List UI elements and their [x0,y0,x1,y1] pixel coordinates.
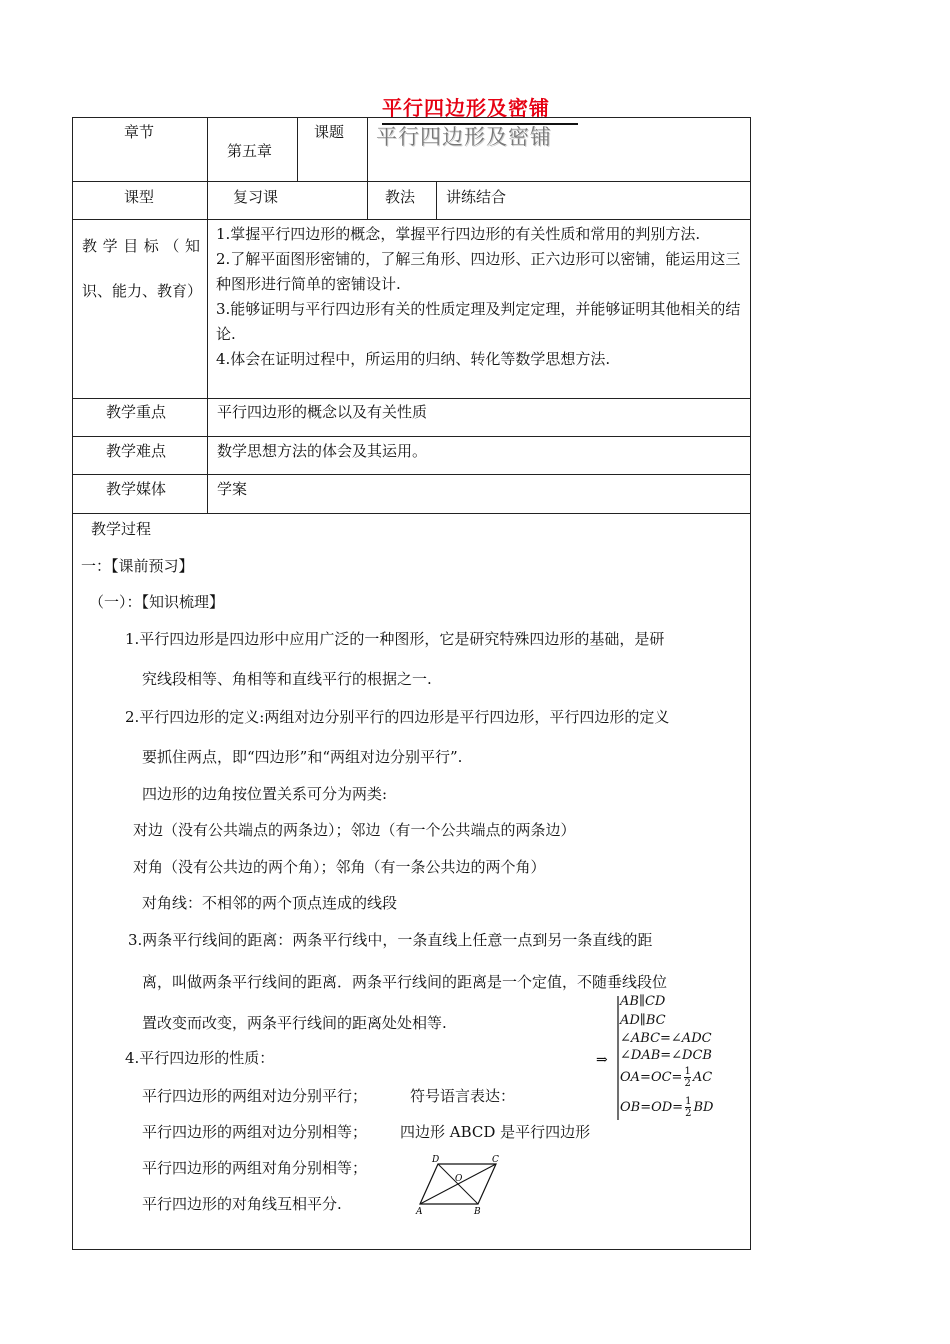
column-divider [367,117,368,219]
fraction-numerator: 1 [684,1066,691,1077]
text-line: 平行四边形的两组对角分别相等； [142,1159,368,1177]
symbol-row: AB∥CD [620,994,666,1009]
method-label: 教法 [385,188,416,206]
goal-item: 4.体会在证明过程中，所运用的归纳、转化等数学思想方法. [216,350,611,368]
fraction-denominator: 2 [684,1078,691,1089]
goal-item: 3.能够证明与平行四边形有关的性质定理及判定定理，并能够证明其他相关的结论. [216,300,741,343]
difficulties-label: 教学难点 [106,442,167,460]
goal-item: 2.了解平面图形密铺的，了解三角形、四边形、正六边形可以密铺，能运用这三种图形进行简单的密铺设计. [216,250,741,293]
text-line: 平行四边形的对角线互相平分. [142,1195,342,1213]
column-divider [436,181,437,219]
method-value: 讲练结合 [446,188,507,206]
vertex-label-d: D [432,1155,440,1165]
text-line: 要抓住两点，即“四边形”和“两组对边分别平行”. [142,748,463,766]
column-divider [297,117,298,181]
text-line: 平行四边形的两组对边分别相等； [142,1123,368,1141]
symbolic-properties [594,992,734,1124]
text-line: 对角（没有公共边的两个角）；邻角（有一条公共边的两个角） [133,858,546,876]
type-value: 复习课 [233,188,279,206]
row-divider [72,398,751,399]
subsection-heading: （一）：【知识梳理】 [89,593,225,611]
row-divider [72,181,751,182]
row-divider [72,474,751,475]
symbol-row: ∠DAB=∠DCB [620,1048,712,1063]
vertex-label-b: B [474,1207,481,1217]
abcd-label: 四边形 ABCD 是平行四边形 [400,1123,591,1141]
row-divider [72,219,751,220]
text-line: 究线段相等、角相等和直线平行的根据之一. [142,670,432,688]
section-heading: 一：【课前预习】 [81,557,194,575]
process-heading: 教学过程 [91,520,152,538]
goals-list [216,222,742,372]
symbol-row: ∠ABC=∠ADC [620,1031,712,1046]
goal-item: 1.掌握平行四边形的概念，掌握平行四边形的有关性质和常用的判别方法. [216,225,701,243]
column-divider [207,117,208,513]
key-points-label: 教学重点 [106,403,167,421]
row-divider [72,513,751,514]
symbol-text: BD [693,1100,714,1115]
difficulties-value: 数学思想方法的体会及其运用。 [217,442,428,460]
fraction-denominator: 2 [685,1108,692,1119]
topic-label: 课题 [314,123,345,141]
diagonal-ac [420,1164,496,1204]
text-line: 对边（没有公共端点的两条边）；邻边（有一个公共端点的两条边） [133,821,576,839]
text-line: 四边形的边角按位置关系可分为两类: [142,785,388,803]
chapter-value: 第五章 [227,142,273,160]
half-fraction [685,1096,691,1119]
symbol-row [620,1096,713,1119]
symbol-text: AC [692,1070,713,1085]
text-line: 3.两条平行线间的距离：两条平行线中，一条直线上任意一点到另一条直线的距 [128,931,653,949]
text-line: 4.平行四边形的性质： [125,1049,275,1067]
vertex-label-a: A [416,1207,423,1217]
topic-value: 平行四边形及密铺 [376,125,552,149]
key-points-value: 平行四边形的概念以及有关性质 [217,403,428,421]
symbol-row: AD∥BC [620,1013,666,1028]
center-label-o: O [455,1174,463,1184]
text-line: 对角线：不相邻的两个顶点连成的线段 [142,894,398,912]
text-line: 置改变而改变，两条平行线间的距离处处相等. [142,1014,447,1032]
half-fraction [684,1066,690,1089]
type-label: 课型 [124,188,155,206]
media-value: 学案 [217,480,248,498]
fraction-numerator: 1 [685,1096,692,1107]
row-divider [72,436,751,437]
symbol-row [620,1066,712,1089]
page-title: 平行四边形及密铺 [382,92,578,125]
implies-arrow: ⇒ [596,1052,608,1068]
symbol-text: OA=OC= [620,1070,683,1085]
vertex-label-c: C [492,1155,499,1165]
text-line: 平行四边形的两组对边分别平行； [142,1087,368,1105]
text-line: 离，叫做两条平行线间的距离．两条平行线间的距离是一个定值，不随垂线段位 [142,973,668,991]
symbol-language-label: 符号语言表达： [410,1087,516,1105]
media-label: 教学媒体 [106,480,167,498]
symbol-text: OB=OD= [620,1100,684,1115]
text-line: 1.平行四边形是四边形中应用广泛的一种图形，它是研究特殊四边形的基础，是研 [125,630,665,648]
parallelogram-figure [412,1152,504,1218]
chapter-label: 章节 [124,123,155,141]
text-line: 2.平行四边形的定义:两组对边分别平行的四边形是平行四边形，平行四边形的定义 [125,708,670,726]
goals-label: 教学目标（知识、能力、教育） [82,237,203,300]
